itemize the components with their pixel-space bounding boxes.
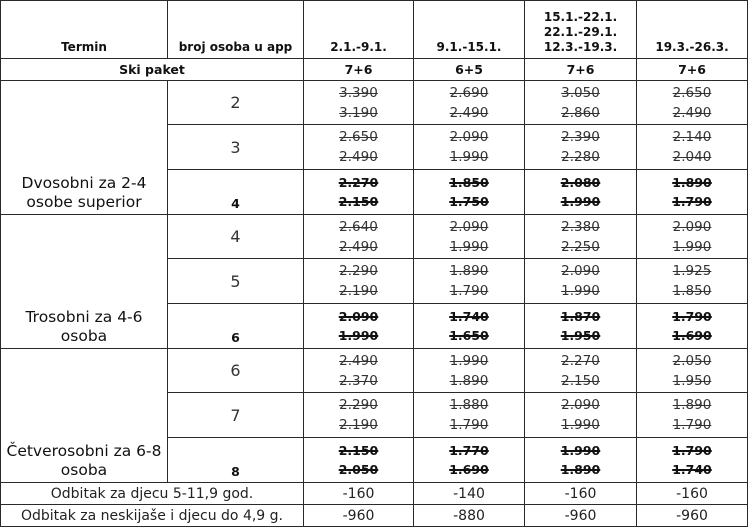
discount-value: -160 [304,483,414,505]
price-cell [637,170,748,215]
price-cell [525,215,637,259]
old-price: 1.770 [449,443,489,458]
header-period: 9.1.-15.1. [414,1,525,59]
room-type-label: Trosobni za 4-6 osoba [1,215,168,349]
price-cell [304,125,414,170]
new-price: 2.190 [339,417,378,433]
new-price: 1.890 [560,462,601,477]
new-price: 1.890 [449,372,489,389]
persons-count: 6 [168,349,304,393]
price-cell [637,81,748,125]
discount-value: -160 [637,483,748,505]
new-price: 1.690 [672,328,712,343]
persons-count: 8 [168,438,304,483]
old-price: 1.880 [449,397,489,413]
room-type-label: Četverosobni za 6-8 osoba [1,349,168,483]
ski-paket-value: 7+6 [525,59,637,81]
ski-paket-row [1,59,748,81]
old-price: 2.690 [449,84,489,101]
new-price: 1.790 [672,194,712,209]
price-cell [525,438,637,483]
room-groups [1,81,748,483]
room-type-label: Dvosobni za 2-4 osobe superior [1,81,168,215]
price-cell [637,349,748,393]
price-row [1,349,748,393]
header-termin: Termin [1,1,168,59]
ski-paket-value: 7+6 [304,59,414,81]
price-cell [525,304,637,349]
new-price: 1.990 [560,194,601,209]
new-price: 2.490 [449,104,489,121]
price-cell [304,349,414,393]
persons-count: 4 [168,170,304,215]
price-cell [414,393,525,438]
price-cell [525,81,637,125]
discounts [1,483,748,527]
old-price: 2.380 [561,218,600,235]
price-row [1,215,748,259]
new-price: 1.790 [672,417,712,433]
new-price: 2.050 [338,462,379,477]
new-price: 2.280 [561,149,600,165]
header-period: 19.3.-26.3. [637,1,748,59]
old-price: 2.290 [339,397,378,413]
price-row [1,81,748,125]
new-price: 1.990 [561,417,600,433]
old-price: 1.890 [672,175,712,190]
old-price: 2.090 [561,397,600,413]
new-price: 1.690 [449,462,489,477]
price-cell [525,170,637,215]
new-price: 2.190 [339,283,378,299]
discount-row [1,505,748,527]
old-price: 3.390 [339,84,378,101]
new-price: 2.860 [561,104,600,121]
ski-paket-value: 6+5 [414,59,525,81]
persons-count: 7 [168,393,304,438]
old-price: 2.490 [339,352,378,369]
new-price: 2.040 [672,149,712,165]
new-price: 1.990 [561,283,600,299]
price-cell [304,304,414,349]
price-cell [414,259,525,304]
discount-value: -960 [304,505,414,527]
price-cell [525,393,637,438]
discount-label: Odbitak za djecu 5-11,9 god. [1,483,304,505]
price-cell [637,304,748,349]
new-price: 2.490 [339,149,378,165]
old-price: 2.390 [561,129,600,145]
price-cell [414,349,525,393]
new-price: 2.150 [338,194,379,209]
new-price: 1.950 [672,372,712,389]
new-price: 1.990 [449,238,489,255]
new-price: 2.150 [561,372,600,389]
new-price: 3.190 [339,104,378,121]
new-price: 1.990 [338,328,379,343]
old-price: 2.640 [339,218,378,235]
discount-value: -880 [414,505,525,527]
new-price: 1.740 [672,462,712,477]
old-price: 1.870 [560,309,601,324]
price-cell [304,259,414,304]
old-price: 2.090 [449,129,489,145]
old-price: 2.270 [561,352,600,369]
price-cell [525,259,637,304]
old-price: 1.990 [560,443,601,458]
ski-paket-value: 7+6 [637,59,748,81]
old-price: 2.650 [339,129,378,145]
new-price: 2.490 [672,104,712,121]
price-cell [414,81,525,125]
header-persons: broj osoba u app [168,1,304,59]
old-price: 2.080 [560,175,601,190]
old-price: 1.790 [672,443,712,458]
old-price: 1.990 [449,352,489,369]
price-cell [304,438,414,483]
old-price: 1.850 [449,175,489,190]
old-price: 2.290 [339,263,378,279]
persons-count: 2 [168,81,304,125]
new-price: 2.370 [339,372,378,389]
old-price: 2.050 [672,352,712,369]
discount-value: -160 [525,483,637,505]
price-cell [525,125,637,170]
new-price: 1.750 [449,194,489,209]
price-cell [525,349,637,393]
discount-label: Odbitak za neskijaše i djecu do 4,9 g. [1,505,304,527]
old-price: 1.925 [672,263,712,279]
price-cell [414,170,525,215]
persons-count: 3 [168,125,304,170]
header-period: 2.1.-9.1. [304,1,414,59]
new-price: 1.990 [672,238,712,255]
discount-row [1,483,748,505]
price-cell [637,438,748,483]
discount-value: -140 [414,483,525,505]
old-price: 2.090 [338,309,379,324]
ski-paket-label: Ski paket [1,59,304,81]
price-cell [304,81,414,125]
persons-count: 6 [168,304,304,349]
old-price: 1.890 [672,397,712,413]
new-price: 1.790 [449,283,489,299]
new-price: 1.990 [449,149,489,165]
price-cell [304,393,414,438]
discount-value: -960 [637,505,748,527]
old-price: 2.270 [338,175,379,190]
old-price: 1.890 [449,263,489,279]
new-price: 2.250 [561,238,600,255]
old-price: 1.740 [449,309,489,324]
price-cell [637,259,748,304]
price-cell [414,438,525,483]
old-price: 2.650 [672,84,712,101]
old-price: 2.090 [672,218,712,235]
price-cell [414,304,525,349]
old-price: 2.140 [672,129,712,145]
old-price: 3.050 [561,84,600,101]
price-cell [637,215,748,259]
new-price: 1.850 [672,283,712,299]
new-price: 2.490 [339,238,378,255]
discount-value: -960 [525,505,637,527]
new-price: 1.790 [449,417,489,433]
price-cell [304,170,414,215]
new-price: 1.650 [449,328,489,343]
price-cell [637,393,748,438]
price-cell [414,125,525,170]
header-period: 15.1.-22.1. 22.1.-29.1. 12.3.-19.3. [525,1,637,59]
old-price: 2.090 [449,218,489,235]
price-cell [304,215,414,259]
old-price: 2.090 [561,263,600,279]
header-row [1,1,748,59]
price-cell [637,125,748,170]
old-price: 1.790 [672,309,712,324]
old-price: 2.150 [338,443,379,458]
persons-count: 5 [168,259,304,304]
price-cell [414,215,525,259]
new-price: 1.950 [560,328,601,343]
persons-count: 4 [168,215,304,259]
